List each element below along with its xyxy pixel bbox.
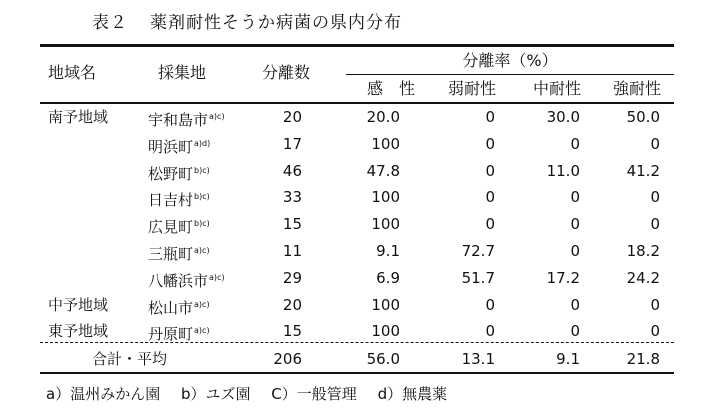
- row-site-name: 松山市: [148, 299, 194, 317]
- row-site: [148, 242, 210, 263]
- row-medium: 0: [570, 296, 580, 314]
- row-site-footnote-mark: b)c): [194, 219, 210, 228]
- row-region: 南予地域: [48, 108, 109, 126]
- row-site: [148, 108, 225, 129]
- row-sensitive: 100: [371, 135, 400, 153]
- header-col-strong: 強耐性: [613, 79, 662, 98]
- row-strong: 18.2: [626, 242, 660, 260]
- row-count: 20: [282, 296, 302, 314]
- row-weak: 0: [485, 108, 495, 126]
- row-sensitive: 6.9: [376, 269, 400, 287]
- row-medium: 17.2: [546, 269, 580, 287]
- row-medium: 30.0: [546, 108, 580, 126]
- table-title: [92, 8, 402, 33]
- total-dashed-rule: [40, 342, 674, 343]
- row-weak: 0: [485, 162, 495, 180]
- row-medium: 0: [570, 188, 580, 206]
- row-site: [148, 162, 210, 183]
- row-weak: 72.7: [461, 242, 495, 260]
- row-count: 15: [282, 322, 302, 340]
- row-strong: 50.0: [626, 108, 660, 126]
- row-weak: 0: [485, 188, 495, 206]
- footnote-a: a）温州みかん園: [46, 385, 161, 403]
- header-col-medium: 中耐性: [533, 79, 582, 98]
- row-sensitive: 20.0: [366, 108, 400, 126]
- row-sensitive: 100: [371, 322, 400, 340]
- total-weak: 13.1: [461, 350, 495, 368]
- row-site-name: 三瓶町: [148, 245, 194, 263]
- row-strong: 0: [650, 135, 660, 153]
- total-label: 合計・平均: [92, 350, 168, 368]
- footnotes: [46, 383, 463, 404]
- table-number: 表２: [92, 13, 128, 33]
- row-site: [148, 215, 210, 236]
- row-weak: 0: [485, 322, 495, 340]
- row-site-footnote-mark: a)c): [194, 246, 210, 255]
- row-sensitive: 47.8: [366, 162, 400, 180]
- row-site-footnote-mark: a)c): [194, 300, 210, 309]
- row-medium: 0: [570, 135, 580, 153]
- row-medium: 0: [570, 215, 580, 233]
- total-count: 206: [273, 350, 302, 368]
- row-count: 15: [282, 215, 302, 233]
- row-strong: 0: [650, 188, 660, 206]
- row-count: 33: [282, 188, 302, 206]
- row-medium: 11.0: [546, 162, 580, 180]
- row-sensitive: 100: [371, 296, 400, 314]
- row-site: [148, 188, 210, 209]
- row-site-name: 広見町: [148, 218, 194, 236]
- total-medium: 9.1: [556, 350, 580, 368]
- row-weak: 0: [485, 215, 495, 233]
- row-site-name: 宇和島市: [148, 111, 209, 129]
- row-strong: 0: [650, 296, 660, 314]
- row-sensitive: 100: [371, 188, 400, 206]
- header-col-sensitive: 感 性: [367, 79, 416, 98]
- row-strong: 41.2: [626, 162, 660, 180]
- row-region: 中予地域: [48, 296, 109, 314]
- row-medium: 0: [570, 322, 580, 340]
- row-strong: 0: [650, 215, 660, 233]
- row-strong: 0: [650, 322, 660, 340]
- row-weak: 51.7: [461, 269, 495, 287]
- footnote-d: d）無農薬: [377, 385, 448, 403]
- row-count: 29: [282, 269, 302, 287]
- total-sensitive: 56.0: [366, 350, 400, 368]
- top-rule: [40, 44, 674, 47]
- row-site-footnote-mark: a)c): [194, 326, 210, 335]
- row-count: 17: [282, 135, 302, 153]
- row-count: 46: [282, 162, 302, 180]
- total-strong: 21.8: [626, 350, 660, 368]
- row-weak: 0: [485, 135, 495, 153]
- row-site-footnote-mark: a)c): [209, 273, 225, 282]
- header-region: 地域名: [48, 63, 97, 82]
- header-rule: [40, 102, 674, 104]
- row-site-name: 松野町: [148, 165, 194, 183]
- row-sensitive: 100: [371, 215, 400, 233]
- table-caption: 薬剤耐性そうか病菌の県内分布: [150, 13, 402, 33]
- header-col-weak: 弱耐性: [448, 79, 497, 98]
- row-sensitive: 9.1: [376, 242, 400, 260]
- row-region: 東予地域: [48, 322, 109, 340]
- row-site-name: 日吉村: [148, 191, 194, 209]
- row-site: [148, 135, 210, 156]
- row-site-name: 八幡浜市: [148, 272, 209, 290]
- header-count: 分離数: [262, 63, 311, 82]
- bottom-rule: [40, 372, 674, 374]
- footnote-b: b）ユズ園: [180, 385, 251, 403]
- header-site: 採集地: [158, 63, 207, 82]
- row-site-footnote-mark: b)c): [194, 166, 210, 175]
- row-count: 11: [282, 242, 302, 260]
- footnote-c: C）一般管理: [271, 385, 357, 403]
- row-site-name: 丹原町: [148, 325, 194, 343]
- row-medium: 0: [570, 242, 580, 260]
- row-site: [148, 322, 210, 343]
- rate-group-rule: [346, 74, 674, 75]
- row-site-footnote-mark: a)d): [194, 139, 211, 148]
- row-site-name: 明浜町: [148, 138, 194, 156]
- header-rate-group: 分離率（%）: [462, 51, 558, 70]
- row-site-footnote-mark: a)c): [209, 112, 225, 121]
- row-count: 20: [282, 108, 302, 126]
- row-weak: 0: [485, 296, 495, 314]
- row-site: [148, 296, 210, 317]
- row-strong: 24.2: [626, 269, 660, 287]
- row-site: [148, 269, 225, 290]
- row-site-footnote-mark: b)c): [194, 192, 210, 201]
